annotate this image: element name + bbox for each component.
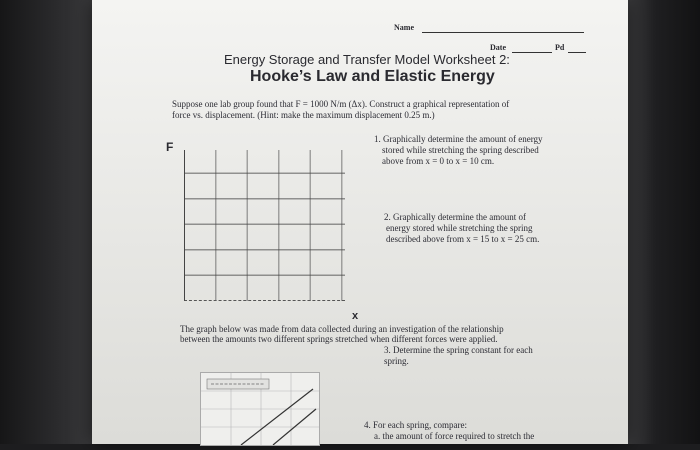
section2-line-2: between the amounts two different springs stretched when different forces were applied. xyxy=(180,334,498,344)
q2-line-3: described above from x = 15 to x = 25 cm. xyxy=(386,234,540,244)
q3-line-2: spring. xyxy=(384,356,409,366)
intro-line-2: force vs. displacement. (Hint: make the maximum displacement 0.25 m.) xyxy=(172,110,435,120)
q2-line-1: 2. Graphically determine the amount of xyxy=(384,212,526,222)
q2-line-2: energy stored while stretching the spring xyxy=(386,223,533,233)
q3-line-1: 3. Determine the spring constant for each xyxy=(384,345,533,355)
x-axis-label: x xyxy=(352,310,359,322)
spring-graph-svg xyxy=(201,373,319,445)
intro-line-1: Suppose one lab group found that F = 1000 N/m (Δx). Construct a graphical representation of xyxy=(172,99,510,109)
q1-line-3: above from x = 0 to x = 10 cm. xyxy=(382,156,495,166)
spring-a-line xyxy=(241,389,313,445)
worksheet-subtitle: Hooke’s Law and Elastic Energy xyxy=(250,68,495,85)
spring-data-graph xyxy=(200,372,320,446)
q4-line-2: a. the amount of force required to stretch the xyxy=(374,431,535,441)
name-label: Name xyxy=(394,23,414,32)
date-label: Date xyxy=(490,43,506,52)
background-left xyxy=(0,0,92,444)
blank-graph-grid xyxy=(184,150,345,301)
q4-line-1: 4. For each spring, compare: xyxy=(364,420,467,430)
section2-line-1: The graph below was made from data collected during an investigation of the relationship xyxy=(180,324,504,334)
date-line xyxy=(512,52,552,53)
pd-line xyxy=(568,52,586,53)
worksheet-page xyxy=(92,0,628,444)
y-axis-label: F xyxy=(166,140,174,154)
name-line xyxy=(422,32,584,33)
q1-line-1: 1. Graphically determine the amount of energy xyxy=(374,134,543,144)
worksheet-title: Energy Storage and Transfer Model Worksheet 2: xyxy=(224,52,510,67)
background-right xyxy=(628,0,700,444)
pd-label: Pd xyxy=(555,43,565,52)
q1-line-2: stored while stretching the spring described xyxy=(382,145,539,155)
